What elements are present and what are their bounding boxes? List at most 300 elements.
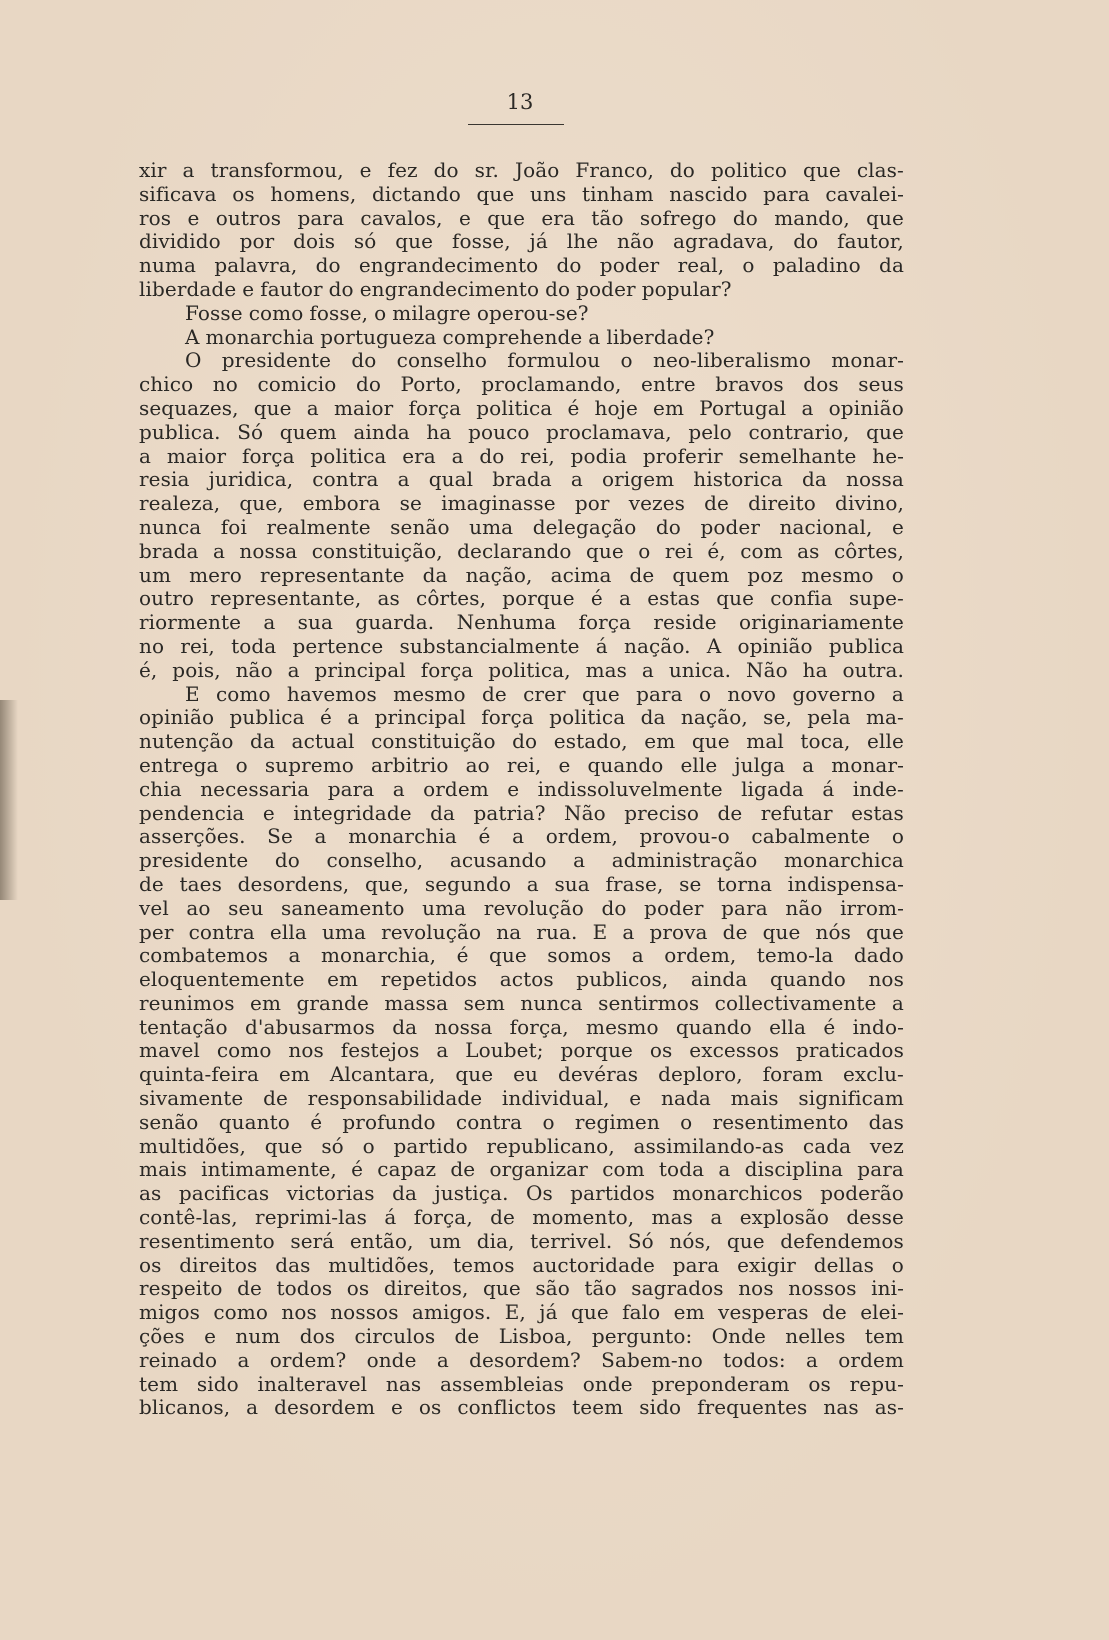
word: resentimento (139, 1228, 275, 1253)
word: Fosse (185, 300, 243, 325)
word: Alcantara, (329, 1062, 436, 1087)
word: no (139, 633, 165, 658)
word: maior (166, 443, 227, 468)
word: Sabem-no (601, 1347, 703, 1372)
word: se (399, 491, 422, 516)
word: de (629, 562, 655, 587)
word: nação, (680, 705, 748, 730)
word: nacional, (779, 514, 873, 539)
word: rua. (536, 919, 578, 944)
word: força (481, 705, 534, 730)
word: sido (196, 1371, 239, 1396)
word: todos: (723, 1347, 786, 1372)
word: das (275, 1252, 311, 1277)
word: dos (803, 372, 839, 397)
word: constituição, (311, 538, 443, 563)
word: em (653, 395, 685, 420)
word: transformou, (210, 158, 344, 182)
word: a (802, 752, 815, 777)
word: integridade (293, 800, 412, 825)
word: O (185, 348, 202, 373)
word: ini- (871, 1276, 904, 1301)
word: dado (853, 943, 904, 968)
word: seu (228, 895, 264, 920)
word: a (246, 1395, 259, 1420)
word: quando (587, 752, 664, 777)
word: supremo (264, 752, 354, 777)
word: tem (864, 1324, 904, 1349)
word: á (595, 633, 608, 658)
text-line (139, 159, 904, 183)
word: liberdade (139, 276, 237, 301)
text-line (139, 1182, 904, 1206)
word: de (139, 871, 164, 896)
word: confia (770, 586, 833, 611)
word: quando (675, 1014, 752, 1039)
word: profundo (342, 1109, 436, 1134)
word: a (718, 1157, 731, 1182)
word: poz (747, 562, 784, 587)
word: publica. (139, 419, 221, 444)
word: fautor, (837, 229, 904, 254)
word: os (346, 1276, 370, 1301)
word: nada (660, 1086, 711, 1111)
word: devéras (557, 1062, 639, 1087)
word: prova (649, 919, 708, 944)
word: liberdade? (606, 324, 715, 349)
word: sua (297, 610, 334, 635)
word: a (288, 943, 301, 968)
word: rei (664, 538, 693, 563)
word: excessos (689, 1038, 780, 1063)
word: palavra, (214, 253, 298, 278)
word: para (721, 895, 768, 920)
word: sr. (474, 158, 499, 182)
word: mesmo (801, 562, 874, 587)
word: para (297, 205, 345, 230)
word: mas (585, 657, 628, 682)
word: torna (717, 871, 772, 896)
word: será (290, 1228, 335, 1253)
word: Loubet; (465, 1038, 544, 1063)
word: o (742, 253, 755, 278)
word: nos (288, 1038, 324, 1063)
word: hoje (594, 395, 638, 420)
word: para (636, 681, 683, 706)
word: outros (215, 205, 282, 230)
word: outra. (842, 657, 904, 682)
word: cavalei- (825, 181, 904, 206)
word: um (139, 562, 172, 587)
word: vezes (628, 491, 685, 516)
word: do (732, 205, 758, 230)
word: repetidos (380, 967, 478, 992)
word: poder (599, 253, 660, 278)
word: a (182, 158, 195, 182)
word: senão (139, 1109, 199, 1134)
word: monar- (831, 348, 904, 373)
word: responsabilidade (307, 1086, 483, 1111)
word: que (803, 158, 841, 182)
word: a (287, 657, 300, 682)
word: desse (846, 1205, 904, 1230)
word: mesmo (393, 681, 466, 706)
word: o (638, 538, 651, 563)
word: delegação (532, 514, 637, 539)
word: que (866, 205, 904, 230)
text-line (139, 397, 904, 421)
word: a (631, 943, 644, 968)
word: nas (823, 1395, 859, 1420)
word: governo (792, 681, 876, 706)
word: não (616, 229, 655, 254)
text-line (139, 873, 904, 897)
word: é (351, 1157, 364, 1182)
word: havemos (286, 681, 377, 706)
word: refutar (760, 800, 833, 825)
text-line (139, 1206, 904, 1230)
word: E (185, 681, 200, 706)
word: inde- (852, 776, 904, 801)
word: a (588, 324, 601, 349)
word: ma- (865, 705, 904, 730)
word: do (315, 253, 341, 278)
word: os (418, 1395, 442, 1420)
word: mero (189, 562, 242, 587)
word: conselho (396, 348, 487, 373)
word: rei, (506, 752, 542, 777)
word: como (213, 1300, 268, 1325)
word: da (392, 1181, 418, 1206)
word: a (397, 467, 410, 492)
word: revolução (381, 919, 482, 944)
word: disciplina (744, 1157, 844, 1182)
word: respeito (139, 1276, 223, 1301)
word: mavel (139, 1038, 200, 1063)
word: do (669, 158, 695, 182)
word: a (622, 919, 635, 944)
word: Lisboa, (498, 1324, 573, 1349)
text-line (139, 1396, 904, 1420)
word: de (490, 1205, 515, 1230)
word: cavalos, (360, 205, 443, 230)
word: Nenhuma (456, 610, 557, 635)
word: do (479, 443, 505, 468)
word: toca, (800, 729, 851, 754)
word: que (487, 205, 526, 230)
word: mais (139, 1157, 187, 1182)
word: chia (139, 776, 182, 801)
word: dia, (476, 1228, 515, 1253)
text-line (139, 468, 904, 492)
word: opinião (828, 395, 904, 420)
word: supe- (848, 586, 904, 611)
word: da (430, 800, 456, 825)
word: da (879, 253, 904, 278)
word: da (640, 705, 666, 730)
word: força (408, 395, 462, 420)
word: patria? (473, 800, 546, 825)
word: a (891, 681, 904, 706)
word: tão (591, 205, 624, 230)
text-line (139, 254, 904, 278)
word: actos (499, 967, 554, 992)
word: ções (139, 1324, 185, 1349)
word: nascido (669, 181, 748, 206)
word: clas- (856, 158, 904, 182)
text-line (139, 1254, 904, 1278)
word: victorias (286, 1181, 375, 1206)
word: elle (867, 729, 904, 754)
word: o (680, 1109, 693, 1134)
word: contê-las, (139, 1205, 238, 1230)
word: ligada (741, 776, 804, 801)
word: ordem? (269, 1347, 347, 1372)
word: na (496, 919, 522, 944)
word: novo (727, 681, 777, 706)
text-line (139, 1277, 904, 1301)
word: direitos, (383, 1276, 469, 1301)
word: do (556, 253, 582, 278)
text-line (139, 302, 904, 326)
word: contra (188, 919, 255, 944)
word: opinião (139, 705, 215, 730)
word: portugueza (320, 324, 437, 349)
word: que (726, 1228, 765, 1253)
word: a (801, 395, 814, 420)
word: Onde (711, 1324, 766, 1349)
word: e (629, 1086, 642, 1111)
word: arbitrio (370, 752, 449, 777)
word: resia (139, 467, 190, 492)
word: Só (627, 1228, 654, 1253)
text-line (139, 683, 904, 707)
word: substancialmente (399, 633, 580, 658)
word: de (704, 491, 729, 516)
word: semelhante (738, 443, 857, 468)
word: acima (550, 562, 612, 587)
text-line (139, 778, 904, 802)
word: dellas (813, 1252, 874, 1277)
word: assembleias (440, 1371, 564, 1396)
word: frase, (605, 871, 664, 896)
word: com (602, 1157, 645, 1182)
text-line (139, 944, 904, 968)
word: pela (807, 705, 851, 730)
word: revolução (483, 895, 584, 920)
word: uma (422, 895, 467, 920)
word: opinião (737, 633, 813, 658)
text-line (139, 1301, 904, 1325)
word: cada (802, 1133, 852, 1158)
word: popular? (641, 276, 732, 301)
word: do (512, 729, 538, 754)
word: conselho, (326, 848, 424, 873)
word: para (672, 1252, 720, 1277)
word: para (763, 181, 810, 206)
word: que (482, 1276, 521, 1301)
word: e (891, 514, 904, 539)
word: republicano, (486, 1133, 615, 1158)
word: sagrados (631, 1276, 724, 1301)
word: assimilando-as (633, 1133, 785, 1158)
word: da (250, 729, 275, 754)
word: ao (186, 895, 211, 920)
word: massa (384, 990, 449, 1015)
word: o (542, 1109, 555, 1134)
word: o (362, 1133, 375, 1158)
word: e (187, 205, 200, 230)
word: é (823, 1014, 836, 1039)
word: força, (413, 1205, 473, 1230)
word: os (139, 1252, 162, 1277)
word: dois (293, 229, 336, 254)
word: outro (139, 586, 195, 611)
word: as (377, 586, 400, 611)
word: temo-la (756, 943, 834, 968)
word: e (359, 158, 372, 182)
word: onde (582, 1371, 633, 1396)
word: a (436, 1347, 449, 1372)
word: constituição (371, 729, 496, 754)
word: o (235, 752, 248, 777)
word: era (541, 205, 575, 230)
word: mesmo (586, 1014, 659, 1039)
word: que (866, 919, 904, 944)
word: terrivel. (530, 1228, 613, 1253)
word: nutenção (139, 729, 234, 754)
word: momento, (532, 1205, 635, 1230)
word: eloquentemente (139, 967, 305, 992)
word: agradava, (672, 229, 775, 254)
word: que (476, 181, 515, 206)
word: nos (281, 1300, 317, 1325)
word: necessaria (200, 776, 310, 801)
word: João (514, 158, 560, 182)
word: d'abusarmos (244, 1014, 375, 1039)
word: xir (139, 158, 167, 182)
word: A (185, 324, 200, 349)
word: é (310, 1109, 323, 1134)
text-line (139, 659, 904, 683)
word: A (706, 633, 722, 658)
word: historica (693, 467, 783, 492)
word: direito (748, 491, 816, 516)
word: quem (279, 419, 337, 444)
word: quem (672, 562, 730, 587)
word: a (526, 871, 539, 896)
text-line (139, 1087, 904, 1111)
word: blicanos, (139, 1395, 231, 1420)
word: quinta-feira (139, 1062, 259, 1087)
word: que (455, 1062, 494, 1087)
word: acusando (449, 848, 547, 873)
text-line (139, 897, 904, 921)
word: o (891, 1252, 904, 1277)
word: que (264, 1133, 303, 1158)
word: estas (851, 800, 904, 825)
word: e (204, 1324, 217, 1349)
text-line (139, 1230, 904, 1254)
word: publicos, (576, 967, 669, 992)
word: o (374, 300, 387, 325)
word: mas (651, 1205, 693, 1230)
word: Não (564, 800, 606, 825)
word: á (384, 1205, 397, 1230)
word: sivamente (139, 1086, 244, 1111)
word: nós (815, 919, 851, 944)
word: e (458, 205, 471, 230)
word: indissoluvelmente (537, 776, 723, 801)
text-line (139, 492, 904, 516)
word: multidões, (139, 1133, 246, 1158)
word: ella (269, 919, 307, 944)
word: os (649, 1038, 673, 1063)
word: a (139, 443, 152, 468)
word: senão (390, 514, 450, 539)
word: a (512, 824, 525, 849)
word: partidos (570, 1181, 655, 1206)
text-line (139, 730, 904, 754)
word: comprehende (442, 324, 583, 349)
word: as (797, 538, 820, 563)
word: é, (707, 538, 726, 563)
word: partido (393, 1133, 468, 1158)
word: para (327, 776, 375, 801)
text-line (139, 1373, 904, 1397)
word: monarchicos (672, 1181, 803, 1206)
word: entre (641, 372, 696, 397)
word: uma (321, 919, 367, 944)
word: e (242, 276, 255, 301)
word: engrandecimento (359, 276, 540, 301)
word: representante, (210, 586, 362, 611)
word: E, (504, 1300, 526, 1325)
word: sem (463, 990, 505, 1015)
word: que (762, 919, 801, 944)
text-line (139, 968, 904, 992)
word: do (355, 372, 381, 397)
word: no (212, 372, 238, 397)
word: realeza, (139, 491, 221, 516)
word: vesperas (718, 1300, 809, 1325)
word: monarchia, (320, 943, 437, 968)
word: comicio (257, 372, 337, 397)
word: organizar (489, 1157, 588, 1182)
word: realmente (266, 514, 371, 539)
word: são (535, 1276, 570, 1301)
word: não (785, 895, 823, 920)
word: actual (291, 729, 355, 754)
word: significam (798, 1086, 904, 1111)
text-line (139, 1325, 904, 1349)
word: origem (602, 467, 675, 492)
word: como (248, 300, 304, 325)
word: brada (139, 538, 199, 563)
word: do (655, 514, 681, 539)
text-line (139, 825, 904, 849)
word: da (392, 1014, 418, 1039)
word: que (253, 395, 292, 420)
word: que (866, 419, 904, 444)
word: migos (139, 1300, 200, 1325)
word: desordem (274, 1395, 376, 1420)
word: do (433, 158, 459, 182)
word: nunca (520, 990, 583, 1015)
word: juridica, (208, 467, 294, 492)
word: collectivamente (714, 990, 877, 1015)
word: que (581, 681, 620, 706)
